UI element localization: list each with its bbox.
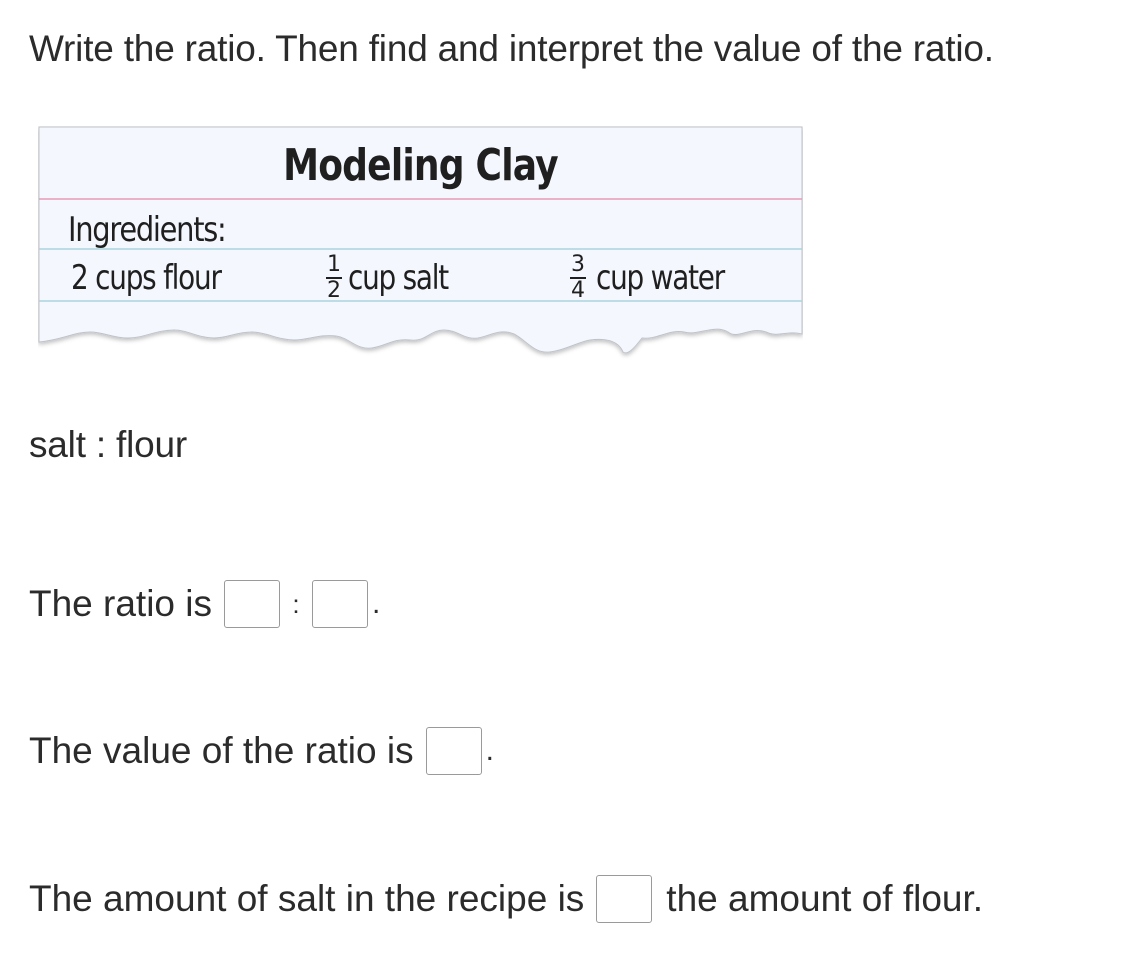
ingredients-label: Ingredients: xyxy=(68,210,226,250)
ingredient-amount: 2 xyxy=(71,258,88,298)
value-answer-line xyxy=(29,727,496,775)
ingredient-text: cups flour xyxy=(95,258,221,298)
ratio-label: salt : flour xyxy=(29,424,187,465)
recipe-card xyxy=(38,126,803,366)
fraction-numerator: 3 xyxy=(571,252,585,277)
interpretation-input[interactable] xyxy=(596,875,652,923)
ratio-prefix: The ratio is xyxy=(29,583,213,624)
ingredient-water: cup water xyxy=(596,258,724,298)
ratio-first-term-input[interactable] xyxy=(224,580,280,628)
interpretation-prefix: The amount of salt in the recipe is xyxy=(29,878,585,919)
interpretation-answer-line xyxy=(29,875,983,923)
ratio-second-term-input[interactable] xyxy=(312,580,368,628)
ratio-period: . xyxy=(372,587,381,620)
ratio-value-input[interactable] xyxy=(426,727,482,775)
question-instruction: Write the ratio. Then find and interpret the value of the ratio. xyxy=(29,28,994,69)
fraction-denominator: 2 xyxy=(327,278,341,303)
fraction-numerator: 1 xyxy=(327,252,341,277)
fraction-one-half xyxy=(324,254,344,302)
fraction-three-quarters xyxy=(568,254,588,302)
value-period: . xyxy=(485,734,494,767)
ingredient-salt: cup salt xyxy=(348,258,449,298)
ingredient-flour xyxy=(71,258,221,298)
value-prefix: The value of the ratio is xyxy=(29,730,414,771)
interpretation-suffix: the amount of flour. xyxy=(666,878,984,919)
ratio-colon: : xyxy=(292,588,300,619)
ratio-answer-line xyxy=(29,580,382,628)
fraction-denominator: 4 xyxy=(571,278,585,303)
card-title: Modeling Clay xyxy=(283,140,558,191)
